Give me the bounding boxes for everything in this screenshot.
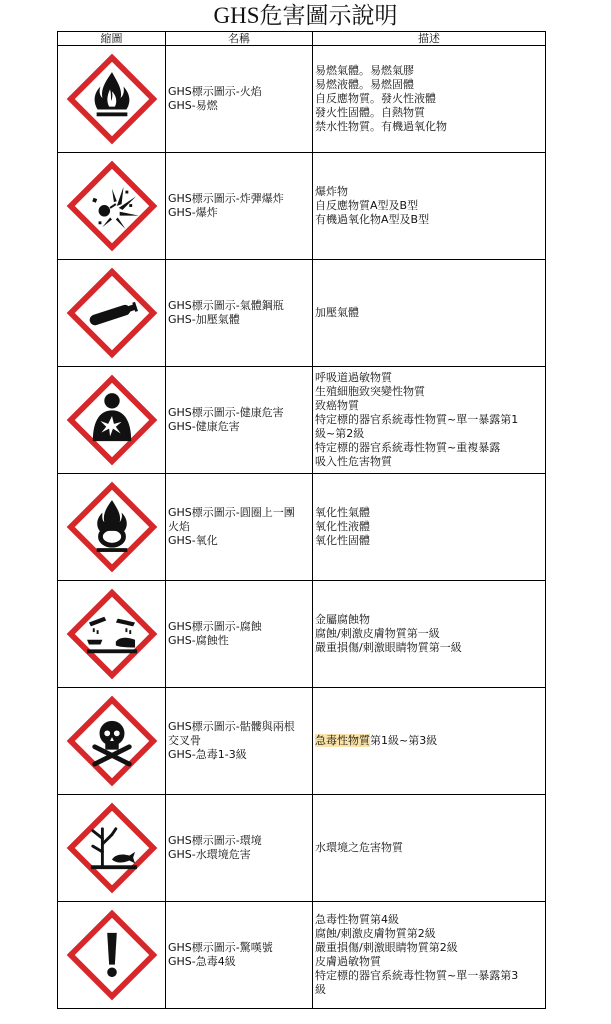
description-line: 易燃氣體。易燃氣膠	[315, 64, 414, 77]
name-line: GHS-加壓氣體	[168, 313, 240, 326]
name-cell	[166, 46, 313, 153]
name-line: GHS-健康危害	[168, 420, 240, 433]
description-line: 呼吸道過敏物質	[315, 371, 392, 384]
name-line: GHS-腐蝕性	[168, 634, 229, 647]
description-line: 氧化性液體	[315, 520, 370, 533]
pictogram-cell	[58, 367, 166, 474]
description-cell	[313, 688, 546, 795]
name-cell	[166, 260, 313, 367]
table-header-row	[58, 32, 546, 46]
ghs-table	[57, 31, 546, 1009]
name-cell	[166, 902, 313, 1009]
name-line: GHS-爆炸	[168, 206, 218, 219]
description-line: 水環境之危害物質	[315, 841, 403, 854]
description-line: 皮膚過敏物質	[315, 955, 381, 968]
description-line: 致癌物質	[315, 399, 359, 412]
description-cell	[313, 581, 546, 688]
description-line: 禁水性物質。有機過氧化物	[315, 120, 447, 133]
table-row	[58, 260, 546, 367]
table-row	[58, 367, 546, 474]
exploding-bomb-icon	[64, 158, 160, 254]
table-row	[58, 688, 546, 795]
description-cell	[313, 260, 546, 367]
pictogram-cell	[58, 260, 166, 367]
table-row	[58, 795, 546, 902]
description-line: 嚴重損傷/刺激眼睛物質第一級	[315, 641, 462, 654]
description-line: 氧化性氣體	[315, 506, 370, 519]
name-line: GHS標示圖示-圓圈上一團	[168, 506, 295, 519]
name-line: GHS標示圖示-腐蝕	[168, 620, 262, 633]
name-line: GHS-氧化	[168, 534, 218, 547]
health-hazard-icon	[64, 372, 160, 468]
name-line: GHS標示圖示-炸彈爆炸	[168, 192, 284, 205]
pictogram-cell	[58, 153, 166, 260]
description-line: 易燃液體。易燃固體	[315, 78, 414, 91]
description-cell	[313, 902, 546, 1009]
name-cell	[166, 474, 313, 581]
description-line	[315, 734, 545, 748]
exclamation-mark-icon	[64, 907, 160, 1003]
description-line: 自反應物質。發火性液體	[315, 92, 436, 105]
name-line: GHS標示圖示-健康危害	[168, 406, 284, 419]
pictogram-cell	[58, 688, 166, 795]
table-row	[58, 153, 546, 260]
description-cell	[313, 153, 546, 260]
description-line: 腐蝕/刺激皮膚物質第2級	[315, 927, 436, 940]
corrosion-icon	[64, 586, 160, 682]
name-line: GHS-易燃	[168, 99, 218, 112]
name-line: GHS-急毒1-3級	[168, 748, 247, 761]
description-text: 第1級~第3級	[370, 734, 438, 747]
description-cell	[313, 474, 546, 581]
name-cell	[166, 688, 313, 795]
header-name: 名稱	[166, 32, 313, 46]
name-line: GHS標示圖示-氣體鋼瓶	[168, 299, 284, 312]
table-row	[58, 46, 546, 153]
name-line: GHS-水環境危害	[168, 848, 251, 861]
description-line: 生殖細胞致突變性物質	[315, 385, 425, 398]
pictogram-cell	[58, 474, 166, 581]
table-row	[58, 902, 546, 1009]
pictogram-cell	[58, 46, 166, 153]
header-description: 描述	[313, 32, 546, 46]
table-row	[58, 474, 546, 581]
environment-icon	[64, 800, 160, 896]
description-line: 特定標的器官系統毒性物質~單一暴露第1	[315, 413, 519, 426]
flame-icon	[64, 51, 160, 147]
pictogram-cell	[58, 581, 166, 688]
description-line: 金屬腐蝕物	[315, 613, 370, 626]
description-line: 加壓氣體	[315, 306, 359, 319]
header-pictogram: 縮圖	[58, 32, 166, 46]
description-line: 爆炸物	[315, 185, 348, 198]
name-cell	[166, 795, 313, 902]
description-line: 級	[315, 983, 326, 996]
description-cell	[313, 795, 546, 902]
gas-cylinder-icon	[64, 265, 160, 361]
description-line: 級~第2級	[315, 427, 365, 440]
name-line: 交叉骨	[168, 734, 201, 747]
name-line: GHS標示圖示-骷髏與兩根	[168, 720, 295, 733]
description-line: 嚴重損傷/刺激眼睛物質第2級	[315, 941, 458, 954]
skull-crossbones-icon	[64, 693, 160, 789]
description-line: 發火性固體。自熱物質	[315, 106, 425, 119]
name-line: GHS標示圖示-驚嘆號	[168, 941, 273, 954]
description-cell	[313, 367, 546, 474]
pictogram-cell	[58, 902, 166, 1009]
name-cell	[166, 581, 313, 688]
pictogram-cell	[58, 795, 166, 902]
name-line: GHS標示圖示-環境	[168, 834, 262, 847]
document-title: GHS危害圖示說明	[213, 3, 398, 28]
description-cell	[313, 46, 546, 153]
table-row	[58, 581, 546, 688]
name-line: GHS-急毒4級	[168, 955, 236, 968]
description-line: 氧化性固體	[315, 534, 370, 547]
description-line: 特定標的器官系統毒性物質~單一暴露第3	[315, 969, 519, 982]
name-cell	[166, 367, 313, 474]
flame-over-circle-icon	[64, 479, 160, 575]
description-line: 吸入性危害物質	[315, 455, 392, 468]
description-line: 急毒性物質第4級	[315, 913, 399, 926]
description-line: 有機過氧化物A型及B型	[315, 213, 430, 226]
description-line: 特定標的器官系統毒性物質~重複暴露	[315, 441, 501, 454]
name-cell	[166, 153, 313, 260]
highlighted-text: 急毒性物質	[315, 734, 370, 747]
name-line: 火焰	[168, 520, 190, 533]
description-line: 腐蝕/刺激皮膚物質第一級	[315, 627, 440, 640]
name-line: GHS標示圖示-火焰	[168, 85, 262, 98]
description-line: 自反應物質A型及B型	[315, 199, 419, 212]
